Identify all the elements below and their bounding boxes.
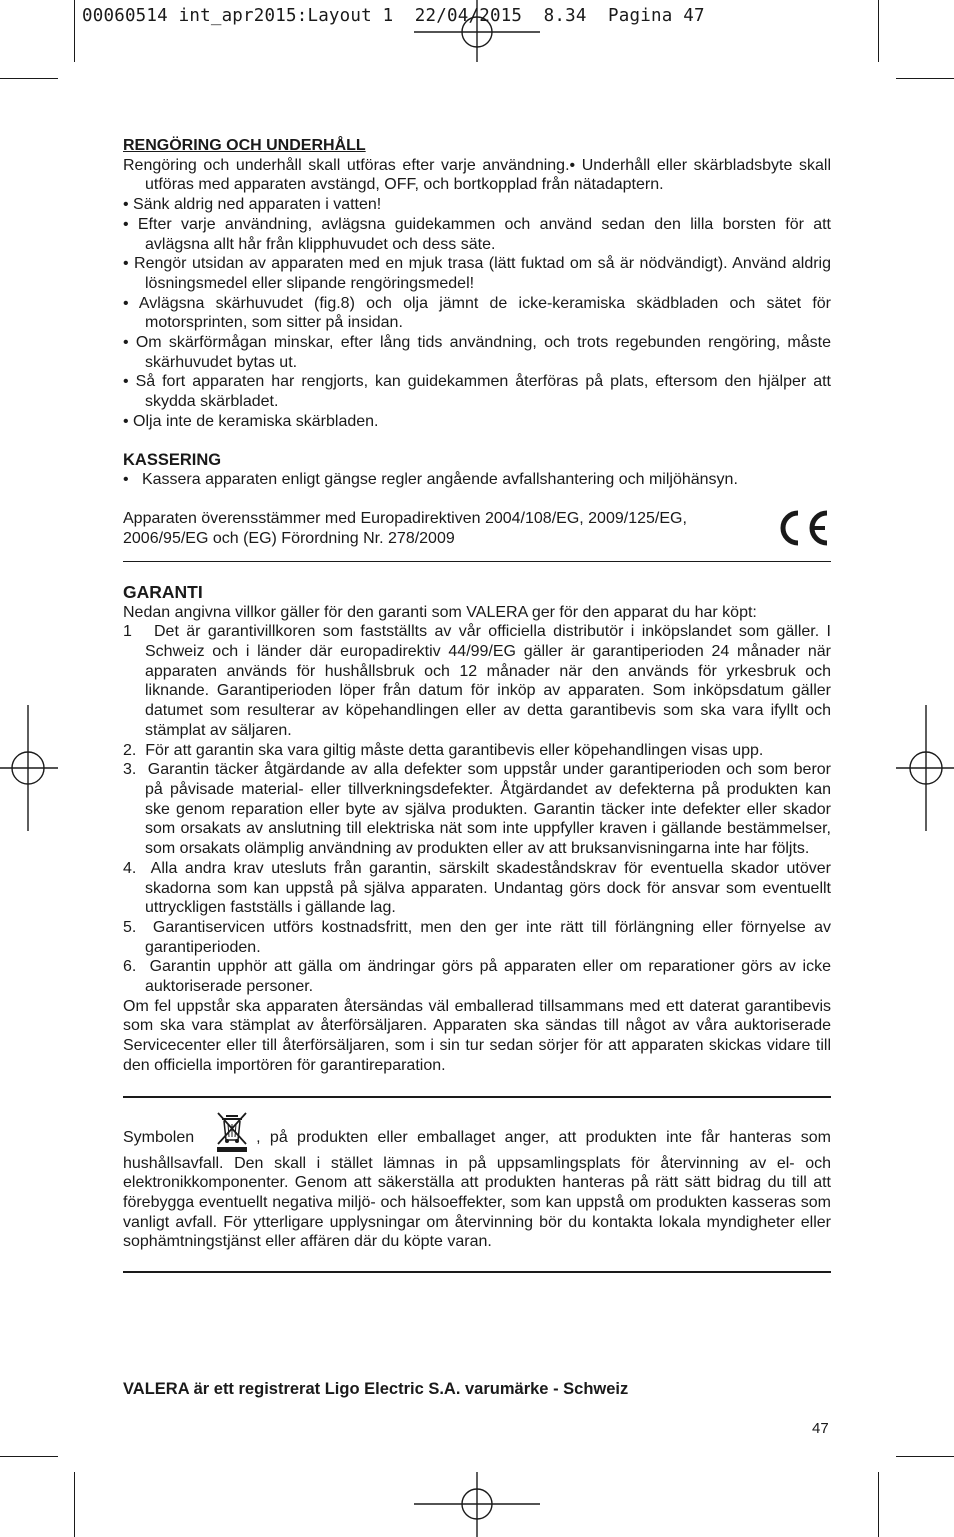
crossed-bin-icon: [214, 1110, 250, 1154]
conformity-block: [123, 509, 831, 549]
warranty-closing: Om fel uppstår ska apparaten återsändas väl emballerad tillsammans med ett daterat garantibevis som ska vara stämplat av återförsäljaren. Apparaten ska sändas till något av våra auktoriserade Servicecenter eller till återförsäljaren, som i sin tur sedan sörjer för att apparaten skickas vidare till den officiella importören för garantireparation.: [123, 997, 831, 1074]
crop-mark: [0, 78, 58, 79]
warranty-item: 3. Garantin täcker åtgärdande av alla defekter som uppstår under garantiperioden och som beror på påvisade material- eller tillverkningsdefekter. Åtgärdandet av defekterna på produkten kan ske genom reparation eller byte av själva produkten. Garantin täcker inte defekter eller skador som orsakats av anslutning till elektriska nät som inte uppfyller kraven i gällande bestämmelser, som orsakats olämplig användning av produkten eller av att bruksanvisningarna inte har följts.: [123, 761, 836, 858]
manual-page-content: [123, 136, 836, 1273]
section-divider: [123, 1271, 831, 1273]
registration-mark-icon: [0, 705, 58, 831]
cleaning-item: • Olja inte de keramiska skärbladen.: [123, 412, 379, 430]
cleaning-item: • Efter varje användning, avlägsna guidekammen och använd sedan den lilla borsten för att avlägsna allt hår från klipphuvudet och dess säte.: [123, 215, 831, 253]
warranty-item: 5. Garantiservicen utförs kostnadsfritt, men den ger inte rätt till förlängning eller förnyelse av garantiperioden.: [123, 918, 836, 956]
warranty-item: 1 Det är garantivillkoren som fastställts av vår officiella distributör i inköpslandet som gäller. I Schweiz och i länder där europadirektiv 44/99/EG gäller är garantiperioden 24 månader när apparaten används för hushållsbruk och 12 månader när den används för yrkesbruk och liknande. Garantiperioden löper från datum för inköp av apparaten. Som inköpsdatum gäller datumet som resulterar av köpehandlingen eller av detta garantibevis som ska vara ifyllt och stämplat av säljaren.: [123, 623, 836, 739]
page-number: 47: [812, 1420, 829, 1437]
cleaning-intro: Rengöring och underhåll skall utföras efter varje användning.• Underhåll eller skärbladsbyte skall utföras med apparaten avstängd, OFF, och bortkopplad från nätadaptern.: [123, 156, 831, 194]
ce-mark-icon: [776, 507, 831, 549]
crop-mark: [896, 1456, 954, 1457]
crop-mark: [896, 78, 954, 79]
cleaning-item: • Sänk aldrig ned apparaten i vatten!: [123, 196, 382, 214]
crop-mark: [0, 1456, 58, 1457]
conformity-text: Apparaten överensstämmer med Europadirektiven 2004/108/EG, 2009/125/EG, 2006/95/EG och (EG) Förordning Nr. 278/2009: [123, 509, 687, 547]
cleaning-item: • Om skärförmågan minskar, efter lång tids användning, och trots regebunden rengöring, måste skärhuvudet bytas ut.: [123, 334, 831, 371]
trademark-footer: VALERA är ett registrerat Ligo Electric S.A. varumärke - Schweiz: [123, 1380, 629, 1398]
cleaning-item: • Så fort apparaten har rengjorts, kan guidekammen återföras på plats, eftersom den hjälper att skydda skärbladet.: [123, 373, 831, 411]
cleaning-heading: RENGÖRING OCH UNDERHÅLL: [123, 137, 366, 154]
registration-mark-icon: [414, 0, 540, 62]
registration-mark-icon: [896, 705, 954, 831]
warranty-item: 6. Garantin upphör att gälla om ändringar görs på apparaten eller om reparationer görs av icke auktoriserade personer.: [123, 958, 836, 996]
cleaning-item: • Rengör utsidan av apparaten med en mjuk trasa (lätt fuktad om så är nödvändigt). Använd aldrig lösningsmedel eller slipande rengöringsmedel!: [123, 255, 831, 292]
warranty-item: 4. Alla andra krav utesluts från garantin, särskilt skadeståndskrav för eventuella skador utöver skadorna som kan uppstå på själva apparaten. Undantag görs dock för ansvar som eventuellt uttryckligen fastställs i gällande lag.: [123, 859, 836, 917]
crop-mark: [74, 0, 75, 62]
crop-mark: [878, 0, 879, 62]
crop-mark: [878, 1472, 879, 1537]
weee-text: , på produkten eller emballaget anger, att produkten inte får hanteras som hushållsavfall. Den skall i stället lämnas in på uppsamlingsplats för återvinning av el- och elektronikkomponenter. Genom att säkerställa att produkten hanteras på rätt sätt bidrag du till att förebygga eventuellt negativa miljö- och hälsoeffekter, som kan uppstå om produkten kasseras som vanligt avfall. För ytterligare upplysningar om återvinning bör du kontakta lokala myndigheter eller sophämtningstjänst eller affären där du köpte varan.: [123, 1128, 831, 1251]
cleaning-item: • Avlägsna skärhuvudet (fig.8) och olja jämnt de icke-keramiska skädbladen och sätet för motorsprinten, som sitter på insidan.: [123, 294, 831, 332]
crop-mark: [74, 1472, 75, 1537]
warranty-item: 2. För att garantin ska vara giltig måste detta garantibevis eller köpehandlingen visas upp.: [123, 741, 764, 759]
warranty-intro: Nedan angivna villkor gäller för den garanti som VALERA ger för den apparat du har köpt:: [123, 603, 757, 621]
disposal-item: • Kassera apparaten enligt gängse regler angående avfallshantering och miljöhänsyn.: [123, 471, 738, 489]
print-slug: 00060514 int_apr2015:Layout 1 22/04/2015 8.34 Pagina 47: [82, 6, 705, 26]
weee-prefix: Symbolen: [123, 1128, 195, 1146]
registration-mark-icon: [414, 1472, 540, 1537]
disposal-heading: KASSERING: [123, 450, 222, 469]
warranty-heading: GARANTI: [123, 581, 203, 602]
weee-notice: [123, 1110, 831, 1253]
